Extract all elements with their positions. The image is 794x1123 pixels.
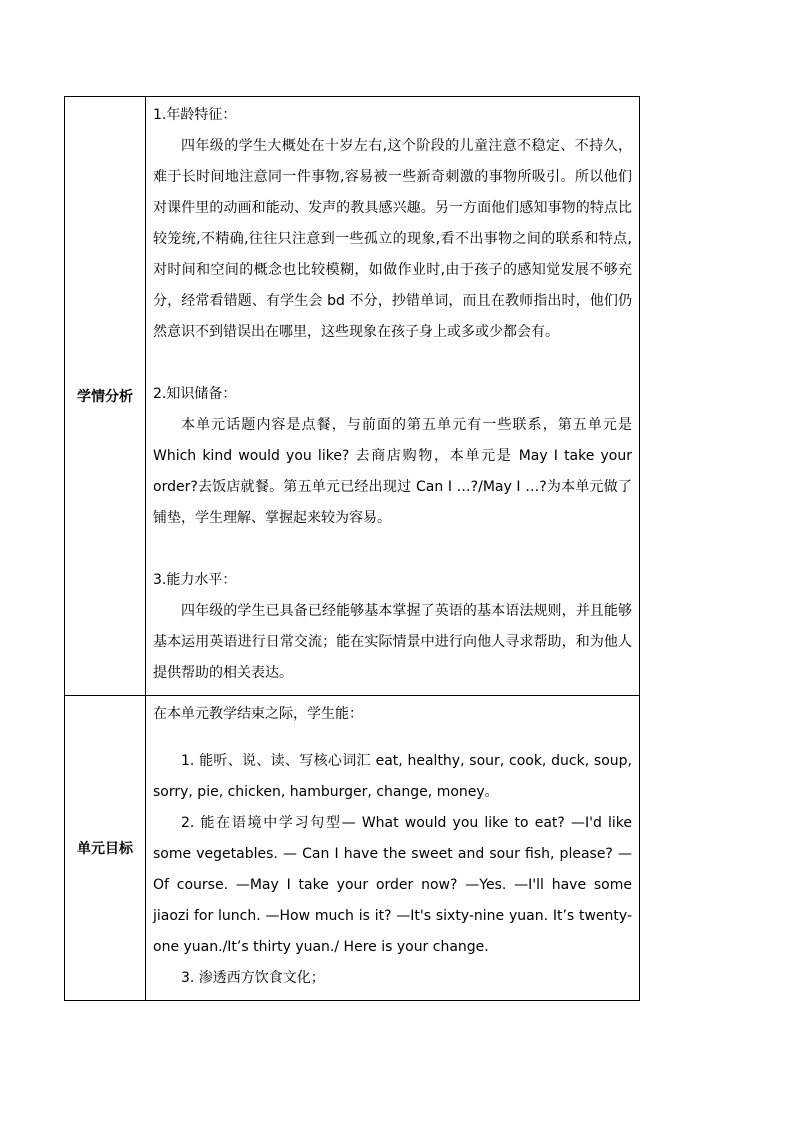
- row-label-unit-goals: 单元目标: [65, 696, 146, 1001]
- goals-intro: 在本单元教学结束之际，学生能：: [153, 706, 363, 722]
- spacer: [153, 348, 632, 379]
- learner-analysis-content: [146, 97, 640, 696]
- spacer: [153, 534, 632, 565]
- section-body: 四年级的学生大概处在十岁左右,这个阶段的儿童注意不稳定、不持久，难于长时间地注意同一件事物,容易被一些新奇刺激的事物所吸引。所以他们对课件里的动画和能动、发声的教具感兴趣。另一方面他们感知事物的特点比较笼统,不精确,往往只注意到一些孤立的现象,看不出事物之间的联系和特点,对时间和空间的概念也比较模糊，如做作业时,由于孩子的感知觉发展不够充分，经常看错题、有学生会 bd 不分，抄错单词，而且在教师指出时，他们仍然意识不到错误出在哪里，这些现象在孩子身上或多或少都会有。: [153, 138, 632, 340]
- spacer: [153, 730, 632, 746]
- table-row: [65, 97, 640, 696]
- goal-item: 1. 能听、说、读、写核心词汇 eat, healthy, sour, cook, duck, soup, sorry, pie, chicken, hamburger, change, money。: [153, 753, 632, 800]
- section-heading: 2.知识储备：: [153, 386, 237, 402]
- section-heading: 1.年龄特征：: [153, 107, 237, 123]
- goal-item: 2. 能在语境中学习句型— What would you like to eat? —I'd like some vegetables. — Can I have the sweet and sour fish, please? —Of course. —May I take your order now? —Yes. —I'll have some jiaozi for lunch. —How much is it? —It's sixty-nine yuan. It’s twenty-one yuan./It’s thirty yuan./ Here is your change.: [153, 815, 632, 955]
- lesson-plan-table: [64, 96, 640, 1001]
- unit-goals-content: [146, 696, 640, 1001]
- section-heading: 3.能力水平：: [153, 572, 237, 588]
- section-body: 本单元话题内容是点餐，与前面的第五单元有一些联系，第五单元是 Which kind would you like? 去商店购物，本单元是 May I take your order?去饭店就餐。第五单元已经出现过 Can I …?/May I …?为本单元做了铺垫，学生理解、掌握起来较为容易。: [153, 417, 632, 526]
- section-body: 四年级的学生已具备已经能够基本掌握了英语的基本语法规则，并且能够基本运用英语进行日常交流；能在实际情景中进行向他人寻求帮助，和为他人提供帮助的相关表达。: [153, 603, 632, 681]
- row-label-learner-analysis: 学情分析: [65, 97, 146, 696]
- goal-item: 3. 渗透西方饮食文化；: [181, 970, 325, 986]
- table-row: [65, 696, 640, 1001]
